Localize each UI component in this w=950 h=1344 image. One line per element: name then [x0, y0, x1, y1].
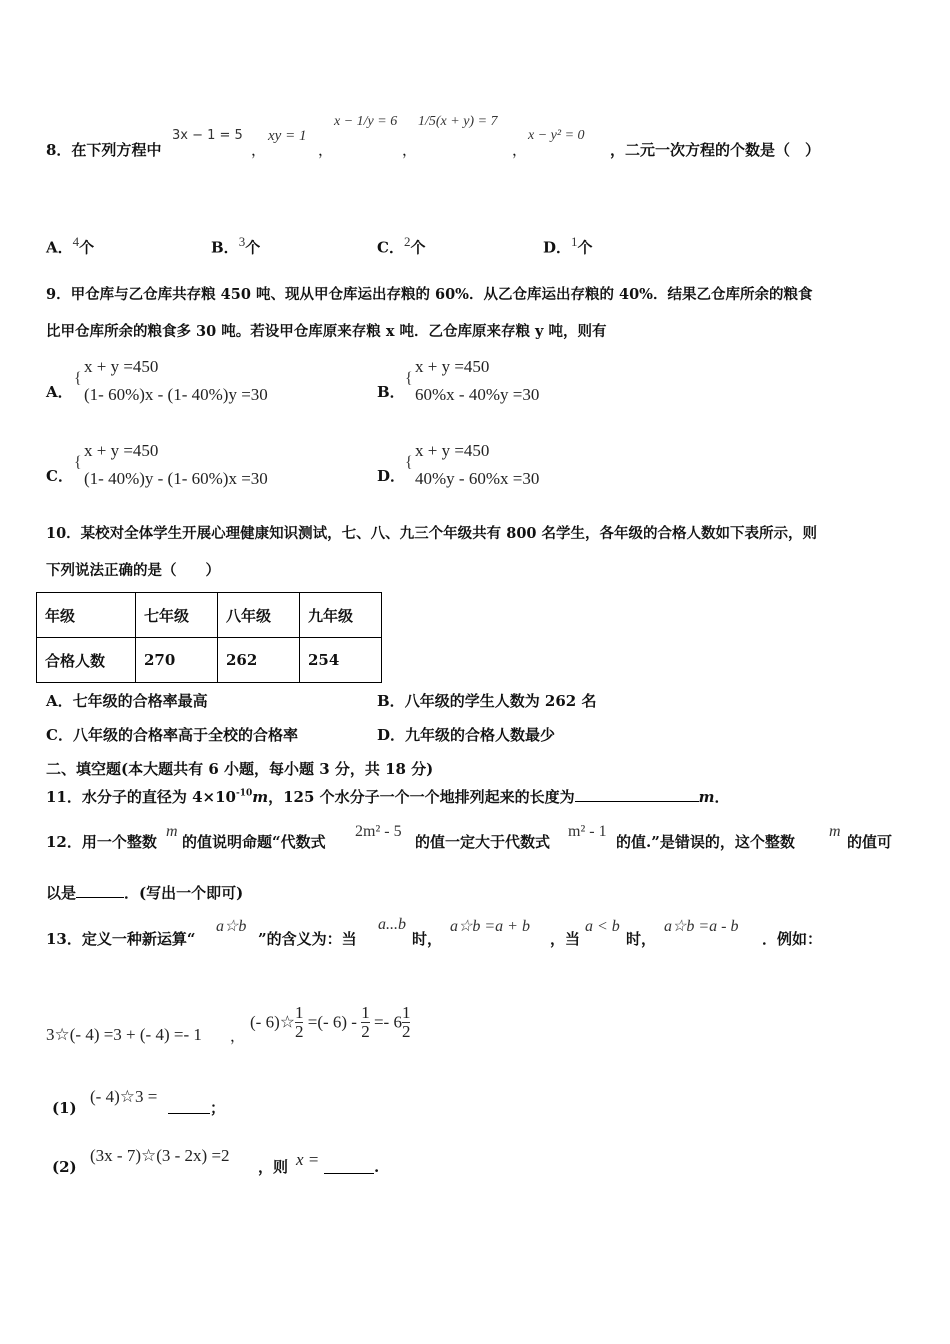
option-value: 1: [571, 234, 578, 249]
q12-expr1: 2m² - 5: [355, 823, 402, 840]
option-value: 2: [403, 234, 411, 249]
q13-p1: 13．定义一种新运算“: [46, 930, 196, 948]
option-value: 3: [238, 234, 246, 249]
q9-line2: 比甲仓库所余的粮食多 30 吨。若设甲仓库原来存粮 x 吨．乙仓库原来存粮 y 吨，则有: [46, 323, 607, 340]
brace-icon: {: [74, 454, 82, 471]
q9-option-c-row1: x + y =450: [84, 441, 159, 460]
fraction-num: 1: [361, 1003, 370, 1022]
fraction-den: 2: [294, 1022, 304, 1041]
q10-option-d[interactable]: [377, 725, 555, 745]
q13-sub2-answer-blank[interactable]: [324, 1157, 374, 1174]
q9-option-a-label[interactable]: A．: [46, 383, 73, 401]
q12-p1: 12．用一个整数: [46, 833, 157, 851]
fraction: [361, 1004, 370, 1041]
q13-ex2b: =(- 6) -: [303, 1012, 362, 1032]
fraction-num: 1: [294, 1003, 304, 1022]
q10-line2: 下列说法正确的是（ ）: [46, 562, 220, 579]
brace-icon: {: [74, 370, 82, 387]
q11-answer-blank[interactable]: [575, 785, 699, 802]
option-label: D．: [543, 238, 572, 257]
option-unit: 个: [245, 238, 261, 257]
q12-line2: [46, 881, 243, 903]
q13-p4: ，当: [550, 930, 581, 948]
brace-icon: {: [405, 454, 413, 471]
option-label: A．: [46, 238, 73, 257]
q13-op: a☆b: [216, 918, 247, 935]
option-label: C．: [46, 726, 73, 744]
q13-sub2-end: .: [374, 1158, 380, 1176]
option-label: B．: [377, 692, 405, 710]
q9-option-b-label[interactable]: B．: [377, 383, 405, 401]
table-cell: 九年级: [300, 593, 382, 638]
q11-end-unit: m: [698, 788, 715, 806]
q13-sub2-var: x =: [296, 1150, 320, 1169]
q13-sub1-label: (1): [52, 1099, 77, 1117]
q8-prefix: 8．在下列方程中: [46, 141, 162, 159]
q9-option-a-row2: (1- 60%)x - (1- 40%)y =30: [84, 385, 268, 404]
q8-suffix: ，二元一次方程的个数是（ ）: [610, 141, 821, 159]
q12-p5: 的值可: [847, 833, 893, 851]
q13-p2: ”的含义为：当: [258, 930, 357, 948]
q11-line: [46, 785, 730, 807]
fraction-den: 2: [401, 1022, 411, 1041]
q11-period: ．: [714, 788, 730, 806]
q12-m2: m: [829, 823, 841, 840]
q11-prefix: 11．水分子的直径为 4×10: [46, 788, 236, 806]
q8-sep2: ，: [318, 141, 334, 159]
table-cell: 270: [136, 638, 218, 683]
q12-p4: 的值.”是错误的，这个整数: [616, 833, 795, 851]
q8-sep1: ，: [251, 141, 267, 159]
q13-cond2: a < b: [585, 918, 620, 935]
fraction: [402, 1004, 411, 1041]
option-unit: 个: [79, 238, 95, 257]
q12-expr2: m² - 1: [568, 823, 607, 840]
q13-example2: [250, 1004, 410, 1041]
option-unit: 个: [410, 238, 426, 257]
q12-p2: 的值说明命题“代数式: [182, 833, 326, 851]
q13-ex2a: (- 6)☆: [250, 1012, 295, 1032]
q11-middle: ，125 个水分子一个一个地排列起来的长度为: [268, 788, 575, 806]
brace-icon: {: [405, 370, 413, 387]
q13-example1: 3☆(- 4) =3 + (- 4) =- 1: [46, 1025, 202, 1044]
q13-cond1: a...b: [378, 916, 406, 933]
q8-sep3: ，: [402, 141, 418, 159]
q8-sep4: ，: [512, 141, 528, 159]
option-value: 4: [72, 234, 80, 249]
q13-sub2-mid: ，则: [258, 1158, 289, 1176]
option-text: 八年级的学生人数为 262 名: [404, 692, 597, 710]
q9-line1: 9．甲仓库与乙仓库共存粮 450 吨、现从甲仓库运出存粮的 60%．从乙仓库运出存粮的 40%．结果乙仓库所余的粮食: [46, 286, 813, 303]
q13-sub1-expr: (- 4)☆3 =: [90, 1087, 158, 1106]
q13-example-sep: ，: [230, 1027, 246, 1045]
section-title: 二、填空题(本大题共有 6 小题，每小题 3 分，共 18 分): [46, 760, 434, 778]
table-cell: 八年级: [218, 593, 300, 638]
option-label: C．: [377, 238, 404, 257]
q12-m1: m: [166, 823, 178, 840]
q13-sub2-label: (2): [52, 1158, 77, 1176]
q8-eq4: 1/5(x + y) = 7: [418, 114, 498, 129]
q12-answer-blank[interactable]: [76, 881, 124, 898]
option-label: B．: [211, 238, 239, 257]
fraction-den: 2: [361, 1022, 370, 1041]
option-unit: 个: [577, 238, 593, 257]
q13-ex2c: =- 6: [369, 1012, 402, 1032]
q13-res1: a☆b =a + b: [450, 918, 530, 935]
q13-sub2-expr: (3x - 7)☆(3 - 2x) =2: [90, 1146, 230, 1165]
q10-option-a[interactable]: [46, 691, 208, 711]
table-cell: 262: [218, 638, 300, 683]
q9-option-c-row2: (1- 40%)y - (1- 60%)x =30: [84, 469, 268, 488]
option-label: A．: [46, 692, 73, 710]
q12-line2a: 以是: [46, 884, 77, 902]
table-cell: 年级: [37, 593, 136, 638]
q9-option-b-row2: 60%x - 40%y =30: [415, 385, 540, 404]
q9-option-d-label[interactable]: D．: [377, 467, 406, 485]
q11-unit: m: [252, 788, 269, 806]
q13-sub1-end: ；: [210, 1099, 226, 1117]
option-text: 九年级的合格人数最少: [405, 726, 556, 744]
q8-option-c[interactable]: [377, 232, 425, 257]
q8-option-a[interactable]: [46, 232, 94, 257]
q10-line1: 10．某校对全体学生开展心理健康知识测试，七、八、九三个年级共有 800 名学生，各年级的合格人数如下表所示，则: [46, 525, 818, 542]
option-text: 八年级的合格率高于全校的合格率: [72, 726, 298, 744]
q8-eq3: x − 1/y = 6: [334, 114, 398, 129]
q12-line2b: ．(写出一个即可): [124, 884, 244, 902]
table-cell: 254: [300, 638, 382, 683]
q9-option-c-label[interactable]: C．: [46, 467, 73, 485]
q8-option-d[interactable]: [543, 232, 593, 257]
option-text: 七年级的合格率最高: [72, 692, 208, 710]
q8-eq5: x − y² = 0: [528, 128, 585, 143]
q13-sub1-answer-blank[interactable]: [168, 1097, 210, 1114]
q13-p5: 时，: [626, 930, 657, 948]
q12-p3: 的值一定大于代数式: [415, 833, 551, 851]
q13-p3: 时，: [412, 930, 443, 948]
table-cell: 七年级: [136, 593, 218, 638]
q10-option-c[interactable]: [46, 725, 298, 745]
q9-option-a-row1: x + y =450: [84, 357, 159, 376]
q9-option-d-row2: 40%y - 60%x =30: [415, 469, 540, 488]
grades-table: [36, 592, 382, 683]
q9-option-b-row1: x + y =450: [415, 357, 490, 376]
q13-res2: a☆b =a - b: [664, 918, 739, 935]
table-row: [37, 593, 382, 638]
option-label: D．: [377, 726, 406, 744]
q8-eq1: 3x − 1 = 5: [172, 128, 243, 143]
q9-option-d-row1: x + y =450: [415, 441, 490, 460]
table-cell: 合格人数: [37, 638, 136, 683]
q10-option-b[interactable]: [377, 691, 596, 711]
fraction-num: 1: [401, 1003, 411, 1022]
table-row: [37, 638, 382, 683]
q8-eq2: xy = 1: [268, 128, 307, 144]
q11-exponent: -10: [235, 788, 253, 799]
q13-p6: ．例如：: [762, 930, 823, 948]
q8-option-b[interactable]: [211, 232, 260, 257]
